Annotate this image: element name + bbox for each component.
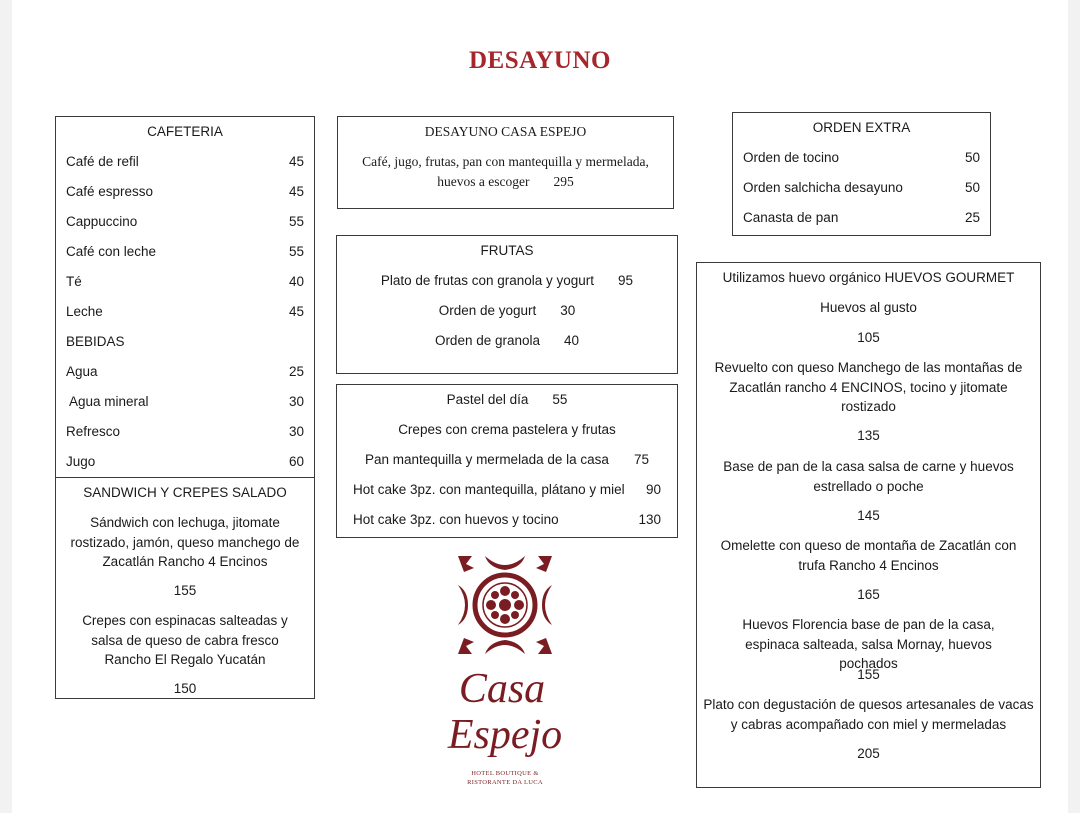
- item-price: 60: [288, 454, 304, 469]
- huevos-heading: Utilizamos huevo orgánico HUEVOS GOURMET: [722, 270, 1015, 285]
- item-desc: Omelette con queso de montaña de Zacatlán con trufa Rancho 4 Encinos: [720, 538, 1017, 573]
- casa-espejo-heading: DESAYUNO CASA ESPEJO: [424, 124, 587, 139]
- menu-item: [353, 510, 661, 530]
- cafeteria-box: [55, 116, 315, 478]
- menu-item: [337, 331, 677, 351]
- item-price: 205: [857, 746, 880, 761]
- item-price: 135: [857, 428, 880, 443]
- item-price: 40: [288, 274, 304, 289]
- menu-item: [66, 422, 304, 442]
- item-price: 155: [173, 583, 197, 598]
- pasteles-box: [336, 384, 678, 538]
- item-desc: Plato con degustación de quesos artesanales de vacas y cabras acompañado con miel y mermeladas: [703, 697, 1034, 732]
- tile-pattern-icon: [430, 550, 580, 660]
- menu-item: [337, 271, 677, 291]
- item-desc: Huevos Florencia base de pan de la casa, espinaca salteada, salsa Mornay, huevos pochados: [742, 617, 995, 671]
- orden-extra-box: [732, 112, 991, 236]
- item-price: 45: [288, 184, 304, 199]
- item-name: Orden salchicha desayuno: [743, 180, 903, 195]
- item-desc: Revuelto con queso Manchego de las montañas de Zacatlán rancho 4 ENCINOS, tocino y jitomate rostizado: [714, 360, 1023, 414]
- item-price: 45: [288, 304, 304, 319]
- casa-espejo-price: 295: [553, 174, 574, 189]
- casa-espejo-box: [337, 116, 674, 209]
- item-name: Canasta de pan: [743, 210, 839, 225]
- item-price: 40: [564, 333, 580, 348]
- item-name: BEBIDAS: [66, 334, 125, 349]
- item-price: 90: [645, 482, 661, 497]
- logo-subtitle-1: HOTEL BOUTIQUE &: [471, 770, 539, 777]
- casa-espejo-logo: [430, 550, 580, 790]
- menu-item: [743, 178, 980, 198]
- item-price: 30: [288, 424, 304, 439]
- item-price: 30: [560, 303, 576, 318]
- item-name: Crepes con crema pastelera y frutas: [398, 422, 616, 437]
- item-name: Orden de tocino: [743, 150, 840, 165]
- cafeteria-heading: CAFETERIA: [147, 124, 223, 139]
- logo-word-casa: Casa: [458, 666, 546, 712]
- item-price: 30: [288, 394, 304, 409]
- item-price: 50: [964, 150, 980, 165]
- item-name: Café de refil: [66, 154, 139, 169]
- menu-item: [743, 148, 980, 168]
- item-price: 105: [857, 330, 880, 345]
- item-name: Plato de frutas con granola y yogurt: [380, 273, 595, 288]
- menu-item: [66, 452, 304, 472]
- page-title: DESAYUNO: [468, 47, 611, 74]
- orden-extra-heading: ORDEN EXTRA: [812, 120, 911, 135]
- menu-item: [66, 242, 304, 262]
- item-price: 25: [288, 364, 304, 379]
- item-name: Café espresso: [66, 184, 154, 199]
- frutas-box: [336, 235, 678, 374]
- menu-item: [66, 152, 304, 172]
- menu-item: [365, 450, 649, 470]
- item-price: 55: [288, 214, 304, 229]
- item-name: Hot cake 3pz. con huevos y tocino: [353, 512, 559, 527]
- menu-item: [337, 420, 677, 440]
- menu-item: [337, 301, 677, 321]
- item-name: Agua mineral: [69, 394, 149, 409]
- casa-espejo-desc: Café, jugo, frutas, pan con mantequilla y mermelada,: [362, 154, 649, 169]
- item-name: Agua: [66, 364, 98, 379]
- huevos-box: [696, 262, 1041, 788]
- item-price: 155: [857, 667, 880, 682]
- casa-espejo-wordmark: [430, 660, 580, 770]
- item-price: 75: [633, 452, 649, 467]
- menu-item: [66, 212, 304, 232]
- item-price: 50: [964, 180, 980, 195]
- item-name: Té: [66, 274, 82, 289]
- menu-item: [66, 272, 304, 292]
- item-price: 45: [288, 154, 304, 169]
- item-price: 130: [638, 512, 661, 527]
- menu-item: [66, 302, 304, 322]
- menu-item: [66, 392, 304, 412]
- item-price: 55: [552, 392, 568, 407]
- menu-item: [66, 182, 304, 202]
- menu-item: [353, 480, 661, 500]
- item-name: Cappuccino: [66, 214, 138, 229]
- item-desc: Crepes con espinacas salteadas y salsa de queso de cabra fresco Rancho El Regalo Yucatán: [82, 613, 288, 667]
- frutas-heading: FRUTAS: [480, 243, 534, 258]
- item-name: Leche: [66, 304, 103, 319]
- menu-item: [66, 362, 304, 382]
- item-name: Refresco: [66, 424, 121, 439]
- item-name: Café con leche: [66, 244, 157, 259]
- item-name: Orden de granola: [434, 333, 541, 348]
- item-price: 25: [964, 210, 980, 225]
- item-price: 95: [618, 273, 634, 288]
- item-name: Pan mantequilla y mermelada de la casa: [365, 452, 609, 467]
- item-price: 55: [288, 244, 304, 259]
- item-desc: Huevos al gusto: [820, 300, 917, 315]
- item-name: Pastel del día: [446, 392, 529, 407]
- item-desc: Sándwich con lechuga, jitomate rostizado, jamón, queso manchego de Zacatlán Rancho 4 Encinos: [70, 515, 300, 569]
- item-price: 150: [173, 681, 197, 696]
- menu-item: [743, 208, 980, 228]
- sandwich-heading: SANDWICH Y CREPES SALADO: [83, 485, 287, 500]
- casa-espejo-desc2: huevos a escoger: [437, 174, 530, 189]
- sandwich-box: [55, 477, 315, 699]
- item-name: Jugo: [66, 454, 96, 469]
- item-name: Hot cake 3pz. con mantequilla, plátano y miel: [353, 482, 625, 497]
- logo-word-espejo: Espejo: [447, 712, 563, 758]
- logo-subtitle-2: RISTORANTE DA LUCA: [467, 779, 543, 786]
- item-name: Orden de yogurt: [438, 303, 537, 318]
- menu-item: [337, 390, 677, 410]
- bebidas-subheading: [66, 332, 304, 352]
- item-desc: Base de pan de la casa salsa de carne y huevos estrellado o poche: [723, 459, 1014, 494]
- item-price: 145: [857, 508, 880, 523]
- item-price: 165: [857, 587, 880, 602]
- casa-espejo-desc-line2: [338, 172, 673, 192]
